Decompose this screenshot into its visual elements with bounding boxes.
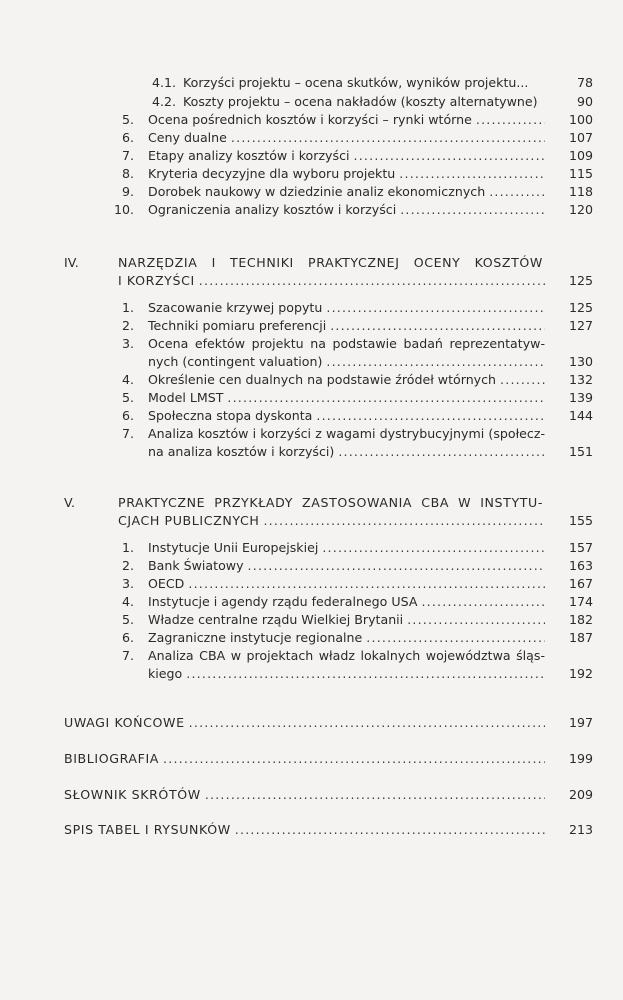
chapter-page: 125	[568, 273, 593, 288]
entry-title: Koszty projektu – ocena nakładów (koszty alternatywne)	[183, 94, 538, 109]
entry-page: 115	[568, 166, 593, 181]
entry-number: 5.	[121, 390, 134, 405]
leader-dots	[354, 147, 546, 165]
entry-title: Model LMST	[148, 390, 224, 405]
leader-dots	[163, 750, 545, 768]
entry-page: 78	[576, 75, 593, 90]
entry-page: 127	[568, 318, 593, 333]
toc-entry-tables-figures[interactable]	[64, 821, 545, 839]
entry-title-line1[interactable]: Analiza kosztów i korzyści z wagami dystrybucyjnymi (społecz-	[148, 426, 545, 441]
leader-dots	[399, 165, 545, 183]
entry-title: Kryteria decyzyjne dla wyboru projektu	[148, 166, 396, 181]
leader-dots	[199, 272, 545, 290]
leader-dots	[205, 786, 545, 804]
chapter-page: 155	[568, 513, 593, 528]
entry-page: 130	[568, 354, 593, 369]
chapter-number: IV.	[64, 255, 79, 270]
entry-number: 5.	[121, 112, 134, 127]
leader-dots	[489, 183, 545, 201]
entry-number: 4.2.	[151, 94, 176, 109]
toc-entry[interactable]	[148, 575, 545, 593]
entry-page: 139	[568, 390, 593, 405]
entry-title-line1[interactable]: Analiza CBA w projektach władz lokalnych województwa śląs-	[148, 648, 545, 663]
toc-entry[interactable]	[148, 299, 545, 317]
leader-dots	[322, 539, 545, 557]
entry-title: Ograniczenia analizy kosztów i korzyści	[148, 202, 397, 217]
entry-page: 213	[568, 822, 593, 837]
entry-number: 7.	[121, 148, 134, 163]
entry-title: Techniki pomiaru preferencji	[148, 318, 327, 333]
entry-page: 109	[568, 148, 593, 163]
entry-page: 199	[568, 751, 593, 766]
toc-entry[interactable]	[148, 317, 545, 335]
leader-dots	[400, 201, 545, 219]
leader-dots	[227, 389, 545, 407]
entry-page: 132	[568, 372, 593, 387]
entry-page: 144	[568, 408, 593, 423]
toc-entry[interactable]	[148, 147, 545, 165]
toc-entry[interactable]	[148, 629, 545, 647]
toc-entry[interactable]	[148, 611, 545, 629]
toc-entry[interactable]	[148, 111, 545, 129]
toc-entry[interactable]	[183, 93, 545, 111]
entry-title: Dorobek naukowy w dziedzinie analiz ekonomicznych	[148, 184, 486, 199]
entry-page: 174	[568, 594, 593, 609]
leader-dots	[186, 665, 545, 683]
entry-title: nych (contingent valuation)	[148, 354, 323, 369]
toc-entry[interactable]	[148, 389, 545, 407]
leader-dots	[366, 629, 545, 647]
entry-page: 107	[568, 130, 593, 145]
entry-title: Bank Światowy	[148, 558, 244, 573]
entry-title: Etapy analizy kosztów i korzyści	[148, 148, 350, 163]
leader-dots	[248, 557, 545, 575]
toc-entry-closing-remarks[interactable]	[64, 714, 545, 732]
entry-page: 163	[568, 558, 593, 573]
entry-title: Instytucje Unii Europejskiej	[148, 540, 319, 555]
entry-page: 182	[568, 612, 593, 627]
leader-dots	[188, 575, 545, 593]
entry-title: BIBLIOGRAFIA	[64, 751, 160, 766]
entry-number: 4.	[121, 372, 134, 387]
entry-page: 187	[568, 630, 593, 645]
entry-number: 9.	[121, 184, 134, 199]
toc-entry[interactable]	[148, 407, 545, 425]
entry-title: Określenie cen dualnych na podstawie źródeł wtórnych	[148, 372, 497, 387]
entry-title: UWAGI KOŃCOWE	[64, 715, 185, 730]
entry-page: 197	[568, 715, 593, 730]
entry-number: 2.	[121, 558, 134, 573]
entry-page: 125	[568, 300, 593, 315]
entry-title: SPIS TABEL I RYSUNKÓW	[64, 822, 231, 837]
entry-title: kiego	[148, 666, 183, 681]
entry-number: 10.	[113, 202, 134, 217]
entry-title: Instytucje i agendy rządu federalnego USA	[148, 594, 418, 609]
entry-number: 3.	[121, 576, 134, 591]
entry-page: 151	[568, 444, 593, 459]
leader-dots	[421, 593, 545, 611]
entry-number: 3.	[121, 336, 134, 351]
leader-dots	[235, 821, 545, 839]
leader-dots	[231, 129, 545, 147]
entry-page: 120	[568, 202, 593, 217]
entry-title: Szacowanie krzywej popytu	[148, 300, 323, 315]
toc-entry[interactable]	[148, 593, 545, 611]
entry-number: 1.	[121, 300, 134, 315]
entry-page: 192	[568, 666, 593, 681]
entry-title: Społeczna stopa dyskonta	[148, 408, 313, 423]
entry-number: 7.	[121, 426, 134, 441]
leader-dots	[330, 317, 545, 335]
toc-entry[interactable]	[148, 183, 545, 201]
entry-title: OECD	[148, 576, 185, 591]
entry-title: na analiza kosztów i korzyści)	[148, 444, 335, 459]
entry-page: 157	[568, 540, 593, 555]
entry-title: Ocena pośrednich kosztów i korzyści – rynki wtórne	[148, 112, 472, 127]
chapter-number: V.	[64, 495, 75, 510]
entry-page: 118	[568, 184, 593, 199]
toc-entry[interactable]	[148, 129, 545, 147]
chapter-title-line2: CJACH PUBLICZNYCH	[118, 513, 260, 528]
entry-number: 8.	[121, 166, 134, 181]
leader-dots	[407, 611, 545, 629]
entry-number: 4.1.	[151, 75, 176, 90]
leader-dots	[189, 714, 545, 732]
entry-page: 167	[568, 576, 593, 591]
chapter-title[interactable]: PRAKTYCZNE PRZYKŁADY ZASTOSOWANIA CBA W INSTYTU-	[118, 495, 543, 510]
entry-title: Korzyści projektu – ocena skutków, wyników projektu...	[183, 75, 529, 90]
leader-dots	[326, 299, 545, 317]
entry-title: Ceny dualne	[148, 130, 227, 145]
leader-dots	[476, 111, 545, 129]
entry-page: 209	[568, 787, 593, 802]
leader-dots	[500, 371, 545, 389]
chapter-title-continued[interactable]	[118, 512, 545, 530]
entry-title-line1[interactable]: Ocena efektów projektu na podstawie badań reprezentatyw-	[148, 336, 545, 351]
toc-entry[interactable]	[148, 665, 545, 683]
entry-title: Zagraniczne instytucje regionalne	[148, 630, 363, 645]
entry-number: 7.	[121, 648, 134, 663]
toc-entry[interactable]	[148, 353, 545, 371]
toc-entry-bibliography[interactable]	[64, 750, 545, 768]
entry-page: 90	[576, 94, 593, 109]
toc-entry[interactable]	[183, 74, 545, 92]
toc-entry[interactable]	[148, 201, 545, 219]
entry-title: Władze centralne rządu Wielkiej Brytanii	[148, 612, 404, 627]
leader-dots	[263, 512, 545, 530]
entry-number: 6.	[121, 408, 134, 423]
entry-page: 100	[568, 112, 593, 127]
leader-dots	[326, 353, 545, 371]
entry-title: SŁOWNIK SKRÓTÓW	[64, 787, 201, 802]
chapter-title-line2: I KORZYŚCI	[118, 273, 195, 288]
leader-dots	[316, 407, 545, 425]
toc-entry[interactable]	[148, 539, 545, 557]
entry-number: 1.	[121, 540, 134, 555]
toc-entry[interactable]	[148, 443, 545, 461]
entry-number: 6.	[121, 130, 134, 145]
chapter-title-continued[interactable]	[118, 272, 545, 290]
leader-dots	[338, 443, 545, 461]
entry-number: 5.	[121, 612, 134, 627]
toc-entry[interactable]	[148, 165, 545, 183]
toc-entry[interactable]	[148, 557, 545, 575]
toc-entry-abbreviations[interactable]	[64, 786, 545, 804]
entry-number: 6.	[121, 630, 134, 645]
entry-number: 4.	[121, 594, 134, 609]
chapter-title[interactable]: NARZĘDZIA I TECHNIKI PRAKTYCZNEJ OCENY KOSZTÓW	[118, 255, 543, 270]
toc-entry[interactable]	[148, 371, 545, 389]
entry-number: 2.	[121, 318, 134, 333]
